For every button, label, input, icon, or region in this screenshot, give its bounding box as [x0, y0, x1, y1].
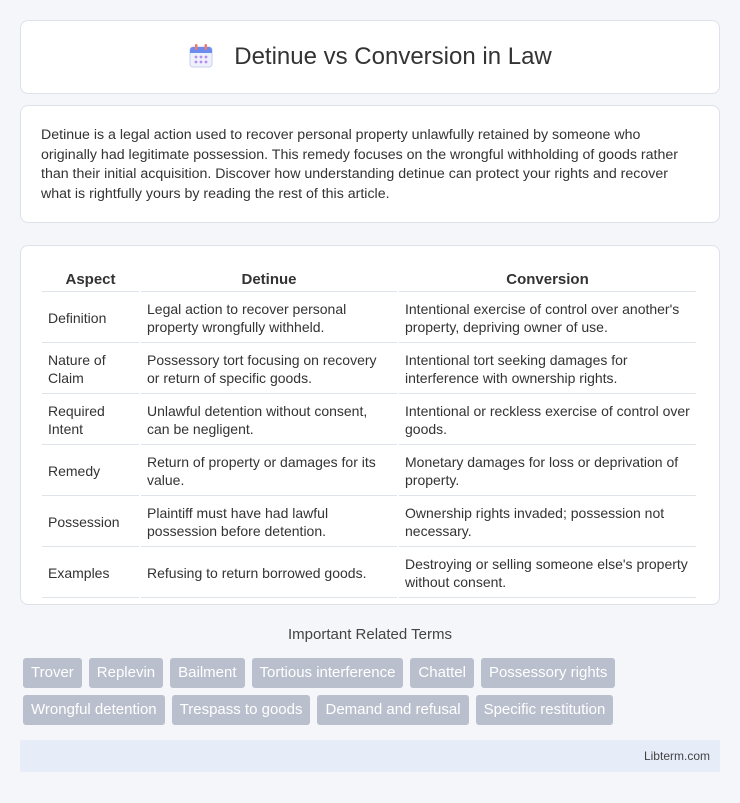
cell-detinue: Unlawful detention without consent, can be negligent.	[141, 396, 397, 445]
table-header-row	[42, 268, 696, 292]
intro-text: Detinue is a legal action used to recover personal property unlawfully retained by someone who originally had legitimate possession. This remedy focuses on the wrongful withholding of goods rather than their initial acquisition. Discover how understanding detinue can protect your rights and recover what is rightfully yours by reading the rest of this article.	[41, 127, 678, 202]
tag-replevin[interactable]: Replevin	[89, 658, 163, 688]
tag-chattel[interactable]: Chattel	[410, 658, 474, 688]
tag-trespass-to-goods[interactable]: Trespass to goods	[172, 695, 311, 725]
cell-conversion: Intentional tort seeking damages for interference with ownership rights.	[399, 345, 696, 394]
header-aspect: Aspect	[42, 268, 139, 292]
cell-conversion: Monetary damages for loss or deprivation of property.	[399, 447, 696, 496]
cell-detinue: Return of property or damages for its value.	[141, 447, 397, 496]
calendar-icon	[188, 43, 214, 69]
cell-aspect: Possession	[42, 498, 139, 547]
cell-detinue: Possessory tort focusing on recovery or return of specific goods.	[141, 345, 397, 394]
cell-conversion: Intentional exercise of control over another's property, depriving owner of use.	[399, 294, 696, 343]
cell-detinue: Plaintiff must have had lawful possession before detention.	[141, 498, 397, 547]
cell-detinue: Legal action to recover personal property wrongfully withheld.	[141, 294, 397, 343]
cell-aspect: Nature of Claim	[42, 345, 139, 394]
tag-specific-restitution[interactable]: Specific restitution	[476, 695, 614, 725]
header-conversion: Conversion	[399, 268, 696, 292]
comparison-table-card	[20, 245, 720, 605]
tag-tortious-interference[interactable]: Tortious interference	[252, 658, 404, 688]
cell-conversion: Intentional or reckless exercise of control over goods.	[399, 396, 696, 445]
table-row	[42, 294, 696, 343]
title-card	[20, 20, 720, 94]
related-terms-list	[23, 658, 723, 732]
cell-aspect: Remedy	[42, 447, 139, 496]
footer	[20, 740, 720, 772]
table-row	[42, 345, 696, 394]
cell-aspect: Examples	[42, 549, 139, 598]
tag-demand-and-refusal[interactable]: Demand and refusal	[317, 695, 468, 725]
cell-aspect: Definition	[42, 294, 139, 343]
related-terms-title: Important Related Terms	[288, 626, 452, 643]
cell-detinue: Refusing to return borrowed goods.	[141, 549, 397, 598]
table-row	[42, 549, 696, 598]
page-title: Detinue vs Conversion in Law	[234, 43, 552, 70]
tag-bailment[interactable]: Bailment	[170, 658, 244, 688]
intro-card	[20, 105, 720, 223]
comparison-table	[40, 266, 698, 600]
table-row	[42, 447, 696, 496]
cell-conversion: Ownership rights invaded; possession not necessary.	[399, 498, 696, 547]
tag-trover[interactable]: Trover	[23, 658, 82, 688]
cell-aspect: Required Intent	[42, 396, 139, 445]
cell-conversion: Destroying or selling someone else's property without consent.	[399, 549, 696, 598]
header-detinue: Detinue	[141, 268, 397, 292]
footer-site-link[interactable]: Libterm.com	[643, 749, 710, 763]
tag-possessory-rights[interactable]: Possessory rights	[481, 658, 615, 688]
table-row	[42, 498, 696, 547]
table-row	[42, 396, 696, 445]
tag-wrongful-detention[interactable]: Wrongful detention	[23, 695, 165, 725]
